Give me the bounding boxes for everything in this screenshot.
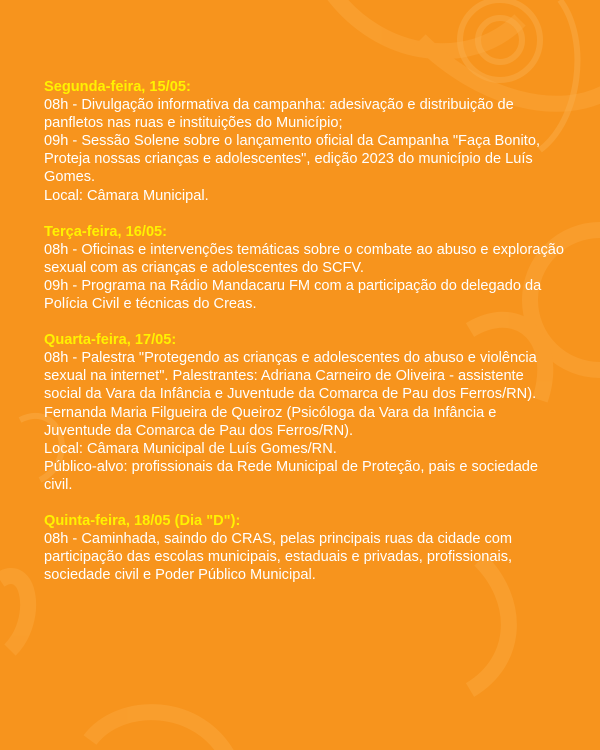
schedule-line: 09h - Sessão Solene sobre o lançamento oficial da Campanha "Faça Bonito, Proteja nossas crianças e adolescentes", edição 2023 do município de Luís Gomes.	[44, 133, 540, 186]
schedule-line: Local: Câmara Municipal de Luís Gomes/RN.	[44, 440, 337, 457]
schedule-content	[44, 78, 564, 602]
day-title: Quinta-feira, 18/05 (Dia "D"):	[44, 512, 241, 529]
schedule-line: 08h - Caminhada, saindo do CRAS, pelas principais ruas da cidade com participação das escolas municipais, estaduais e privadas, profissionais, sociedade civil e Poder Público Municipal.	[44, 531, 513, 584]
schedule-day	[44, 223, 564, 313]
schedule-line: 08h - Divulgação informativa da campanha: adesivação e distribuição de panfletos nas ruas e instituições do Município;	[44, 97, 514, 132]
schedule-line: Local: Câmara Municipal.	[44, 187, 209, 204]
schedule-line: 09h - Programa na Rádio Mandacaru FM com a participação do delegado da Polícia Civil e técnicas do Creas.	[44, 277, 542, 313]
day-title: Terça-feira, 16/05:	[44, 223, 168, 240]
day-title: Segunda-feira, 15/05:	[44, 79, 191, 95]
schedule-day	[44, 331, 564, 494]
schedule-line: 08h - Oficinas e intervenções temáticas sobre o combate ao abuso e exploração sexual com as crianças e adolescentes do SCFV.	[44, 241, 564, 276]
schedule-day	[44, 78, 564, 205]
schedule-day	[44, 512, 564, 584]
schedule-line: Público-alvo: profissionais da Rede Municipal de Proteção, pais e sociedade civil.	[44, 458, 539, 493]
day-title: Quarta-feira, 17/05:	[44, 332, 177, 349]
schedule-line: 08h - Palestra "Protegendo as crianças e adolescentes do abuso e violência sexual na internet". Palestrantes: Adriana Carneiro de Oliveira - assistente social da Vara da Infância e Juventude da Comarca de Pau dos Ferros/RN). Fernanda Maria Filgueira de Queiroz (Psicóloga da Vara da Infância e Juventude da Comarca de Pau dos Ferros/RN).	[44, 350, 537, 439]
